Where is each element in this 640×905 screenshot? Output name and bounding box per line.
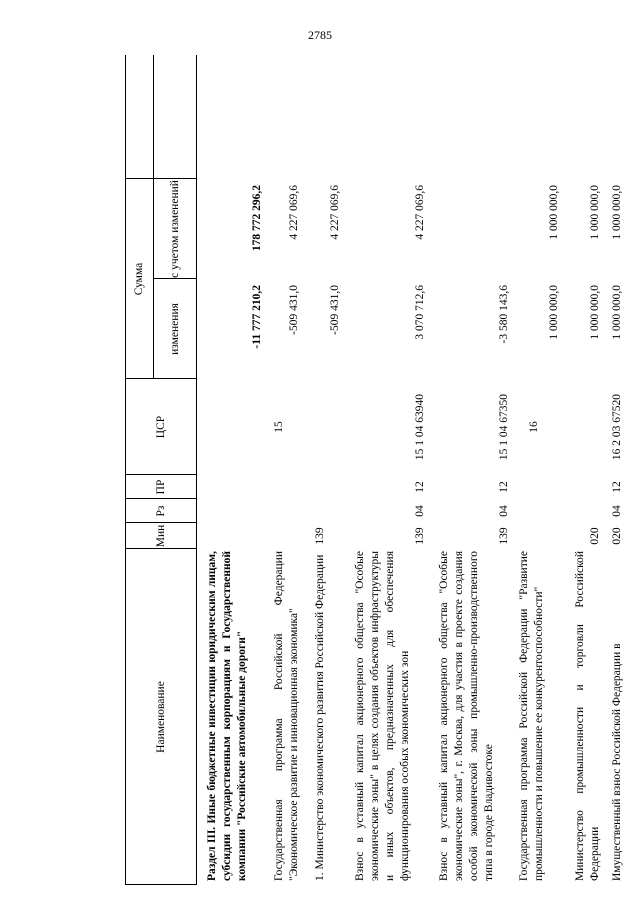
row-name: Взнос в уставный капитал акционерного общества "Особые экономические зоны" в целях создания объектов инфраструктуры и иных объектов, предназначенных для обеспечения функционирования особых экономических зон [354, 551, 411, 881]
row-change: -11 777 210,2 [251, 285, 263, 349]
row-total: 4 227 069,6 [329, 185, 341, 240]
row-min: 139 [498, 527, 510, 545]
header-with-changes: с учетом изменений [168, 180, 181, 278]
header-min: Мин [154, 524, 167, 548]
header-name: Наименование [154, 681, 167, 753]
row-name: Взнос в уставный капитал акционерного общества "Особые экономические зоны", г. Москва, для участия в проекте создания особой экономической зоны промышленно-производственного типа в городе Владивостоке [438, 551, 495, 881]
row-change: 1 000 000,0 [611, 285, 623, 340]
row-csr: 16 2 03 67520 [611, 393, 623, 461]
row-change: -509 431,0 [329, 285, 341, 335]
row-min: 139 [414, 527, 426, 545]
row-name: 1. Министерство экономического развития Российской Федерации [314, 554, 326, 881]
row-total: 178 772 296,2 [251, 185, 263, 252]
row-name: Имущественный взнос Российской Федерации в [611, 643, 623, 881]
row-min: 139 [314, 527, 326, 545]
row-change: 1 000 000,0 [589, 285, 601, 340]
row-total: 4 227 069,6 [288, 185, 300, 240]
row-rz: 04 [611, 505, 623, 517]
row-pr: 12 [414, 481, 426, 493]
header-sum: Сумма [132, 262, 145, 296]
row-name: Министерство промышленности и торговли Российской Федерации [574, 551, 601, 881]
page-number: 2785 [308, 28, 332, 42]
rotated-table [125, 55, 635, 885]
row-name: Государственная программа Российской Федерации "Экономическое развитие и инновационная экономика" [273, 551, 300, 881]
row-min: 020 [589, 527, 601, 545]
table-header [125, 55, 197, 885]
row-change: -3 580 143,6 [498, 285, 510, 344]
row-min: 020 [611, 527, 623, 545]
row-total: 1 000 000,0 [611, 185, 623, 240]
row-change: -509 431,0 [288, 285, 300, 335]
row-total: 1 000 000,0 [548, 185, 560, 240]
header-rz: Рз [154, 505, 167, 517]
header-change: изменения [168, 303, 181, 355]
row-name: Раздел III. Иные бюджетные инвестиции юридическим лицам, субсидии государственным корпорациям и Государственной компании "Российские автомобильные дороги" [206, 551, 248, 881]
row-pr: 12 [498, 481, 510, 493]
row-name: Государственная программа Российской Федерации "Развитие промышленности и повышение ее конкурентоспособности" [518, 551, 545, 881]
header-pr: ПР [154, 479, 167, 495]
row-csr: 15 1 04 63940 [414, 393, 426, 461]
row-total: 1 000 000,0 [589, 185, 601, 240]
row-total: 4 227 069,6 [414, 185, 426, 240]
row-csr: 15 [273, 421, 285, 433]
row-csr: 16 [528, 421, 540, 433]
row-pr: 12 [611, 481, 623, 493]
header-csr: ЦСР [154, 415, 167, 439]
row-change: 1 000 000,0 [548, 285, 560, 340]
row-change: 3 070 712,6 [414, 285, 426, 340]
row-csr: 15 1 04 67350 [498, 393, 510, 461]
row-rz: 04 [414, 505, 426, 517]
row-rz: 04 [498, 505, 510, 517]
